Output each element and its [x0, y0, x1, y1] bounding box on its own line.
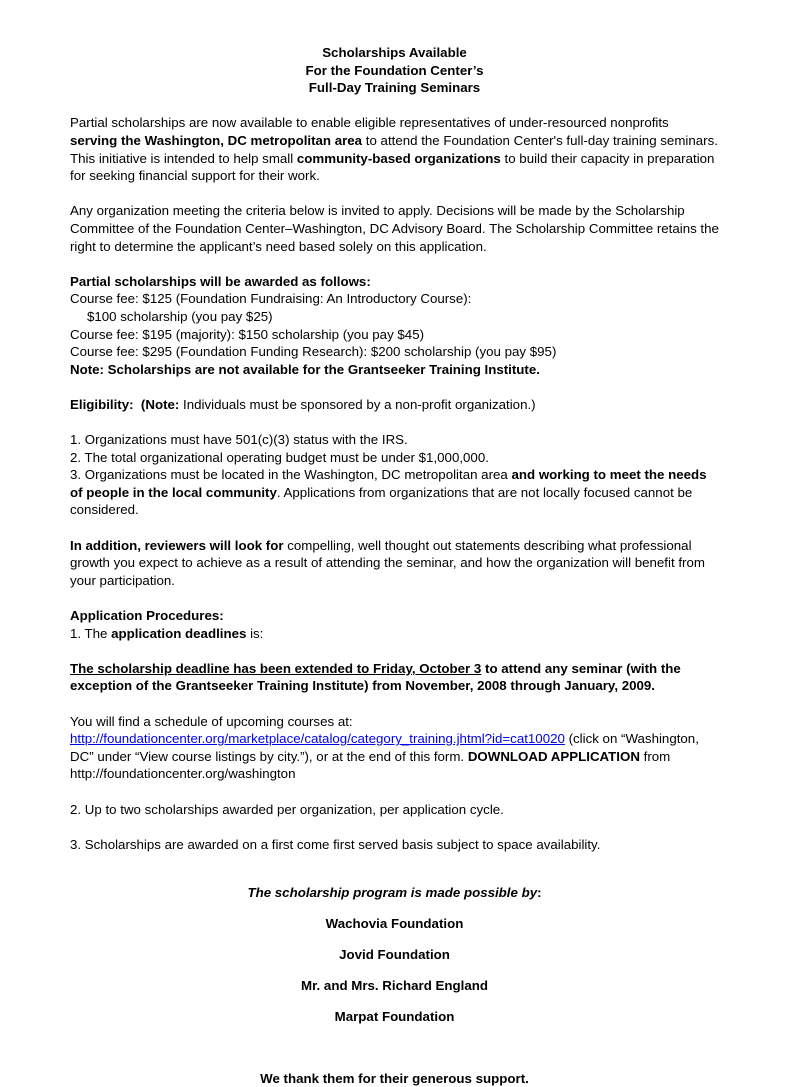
intro-bold-community: community-based organizations [296, 150, 501, 166]
reviewers-bold-lead: In addition, reviewers will look for [70, 537, 284, 553]
spacer [70, 695, 719, 713]
reviewers-paragraph [70, 537, 719, 590]
made-possible-colon: : [537, 885, 542, 901]
intro-paragraph [70, 114, 719, 184]
title-line-3: Full-Day Training Seminars [308, 80, 481, 96]
eligibility-note-text: Individuals must be sponsored by a non-profit organization.) [179, 396, 536, 412]
document-body [70, 44, 719, 1087]
eligibility-item-3 [70, 466, 719, 519]
deadline-rest-text: to attend any seminar (with the exception of the Grantseeker Training Institute) from November, 2008 through January, 2009. [70, 660, 681, 694]
eligibility-item-2: 2. The total organizational operating budget must be under $1,000,000. [70, 449, 489, 465]
made-possible-line [70, 884, 719, 902]
spacer [70, 853, 719, 871]
awards-line-1-indent-text: $100 scholarship (you pay $25) [87, 308, 273, 324]
title-line-1: Scholarships Available [322, 45, 467, 60]
spacer [70, 783, 719, 801]
spacer [70, 1039, 719, 1057]
awards-line-1: Course fee: $125 (Foundation Fundraising: An Introductory Course): [70, 291, 472, 307]
title-line-2: For the Foundation Center’s [305, 62, 484, 78]
course-catalog-link[interactable]: http://foundationcenter.org/marketplace/catalog/category_training.jhtml?id=cat10020 [70, 731, 565, 747]
spacer [70, 818, 719, 836]
awards-line-1-indent [70, 308, 719, 326]
intro-bold-washington: serving the Washington, DC metropolitan area [70, 132, 363, 148]
procedures-heading: Application Procedures: [70, 608, 224, 623]
deadline-underlined-text: The scholarship deadline has been extended to Friday, October 3 [70, 660, 482, 676]
intro-segment-2: to attend the Foundation Center's full-day training seminars. This initiative is intended to help small [70, 132, 718, 166]
procedures-item-2: 2. Up to two scholarships awarded per organization, per application cycle. [70, 801, 504, 817]
procedures-item-1 [70, 625, 719, 643]
made-possible-text: The scholarship program is made possible by [247, 885, 538, 901]
thanks-line: We thank them for their generous support. [260, 1070, 529, 1086]
reviewers-rest: compelling, well thought out statements describing what professional growth you expect to achieve as a result of attending the seminar, and how the organization will benefit from your participation. [70, 537, 705, 588]
awards-line-2: Course fee: $195 (majority): $150 scholarship (you pay $45) [70, 326, 425, 342]
procedures-item-1-suffix: is: [246, 625, 264, 641]
download-application-url: from http://foundationcenter.org/washington [70, 748, 671, 782]
download-application-bold: DOWNLOAD APPLICATION [467, 748, 640, 764]
eligibility-spacer [134, 397, 141, 412]
eligibility-note-label: (Note: [140, 396, 180, 412]
eligibility-label: Eligibility: [70, 396, 134, 412]
awards-heading: Partial scholarships will be awarded as follows: [70, 273, 371, 289]
deadline-paragraph [70, 660, 719, 695]
spacer [70, 519, 719, 537]
spacer [70, 378, 719, 396]
sponsor-3: Mr. and Mrs. Richard England [301, 977, 488, 993]
procedures-item-3: 3. Scholarships are awarded on a first come first served basis subject to space availability. [70, 836, 601, 852]
spacer [70, 255, 719, 273]
procedures-item-1-prefix: 1. The [70, 625, 112, 641]
eligibility-item-1: 1. Organizations must have 501(c)(3) status with the IRS. [70, 432, 408, 448]
eligibility-item-3-segment-2: . Applications from organizations that are not locally focused cannot be considered. [70, 484, 693, 518]
spacer [70, 589, 719, 607]
spacer [70, 642, 719, 660]
schedule-after-link-text: (click on “Washington, DC” under “View course listings by city.”), or at the end of this form. [70, 731, 699, 764]
spacer [70, 185, 719, 203]
procedures-item-1-bold: application deadlines [111, 625, 247, 641]
eligibility-item-3-segment-1: 3. Organizations must be located in the Washington, DC metropolitan area [70, 467, 512, 483]
sponsor-4: Marpat Foundation [334, 1008, 455, 1024]
schedule-intro: You will find a schedule of upcoming courses at: [70, 713, 353, 729]
schedule-link-paragraph [70, 730, 719, 783]
eligibility-item-3-bold: and working to meet the needs of people in the local community [70, 467, 707, 500]
sponsor-2: Jovid Foundation [339, 946, 450, 962]
intro-segment-1: Partial scholarships are now available to enable eligible representatives of under-resourced nonprofits [70, 115, 669, 131]
eligibility-heading [70, 396, 719, 414]
spacer [70, 413, 719, 431]
intro-segment-3: to build their capacity in preparation for seeking financial support for their work. [70, 150, 715, 184]
criteria-paragraph: Any organization meeting the criteria below is invited to apply. Decisions will be made by the Scholarship Committee of the Foundation Center–Washington, DC Advisory Board. The Scholarship Committee retains the right to determine the applicant’s need based solely on this application. [70, 203, 719, 254]
spacer [70, 97, 719, 115]
document-title [70, 44, 719, 97]
awards-note: Note: Scholarships are not available for the Grantseeker Training Institute. [70, 361, 540, 377]
sponsor-1: Wachovia Foundation [325, 916, 464, 932]
awards-line-3: Course fee: $295 (Foundation Funding Research): $200 scholarship (you pay $95) [70, 344, 557, 360]
